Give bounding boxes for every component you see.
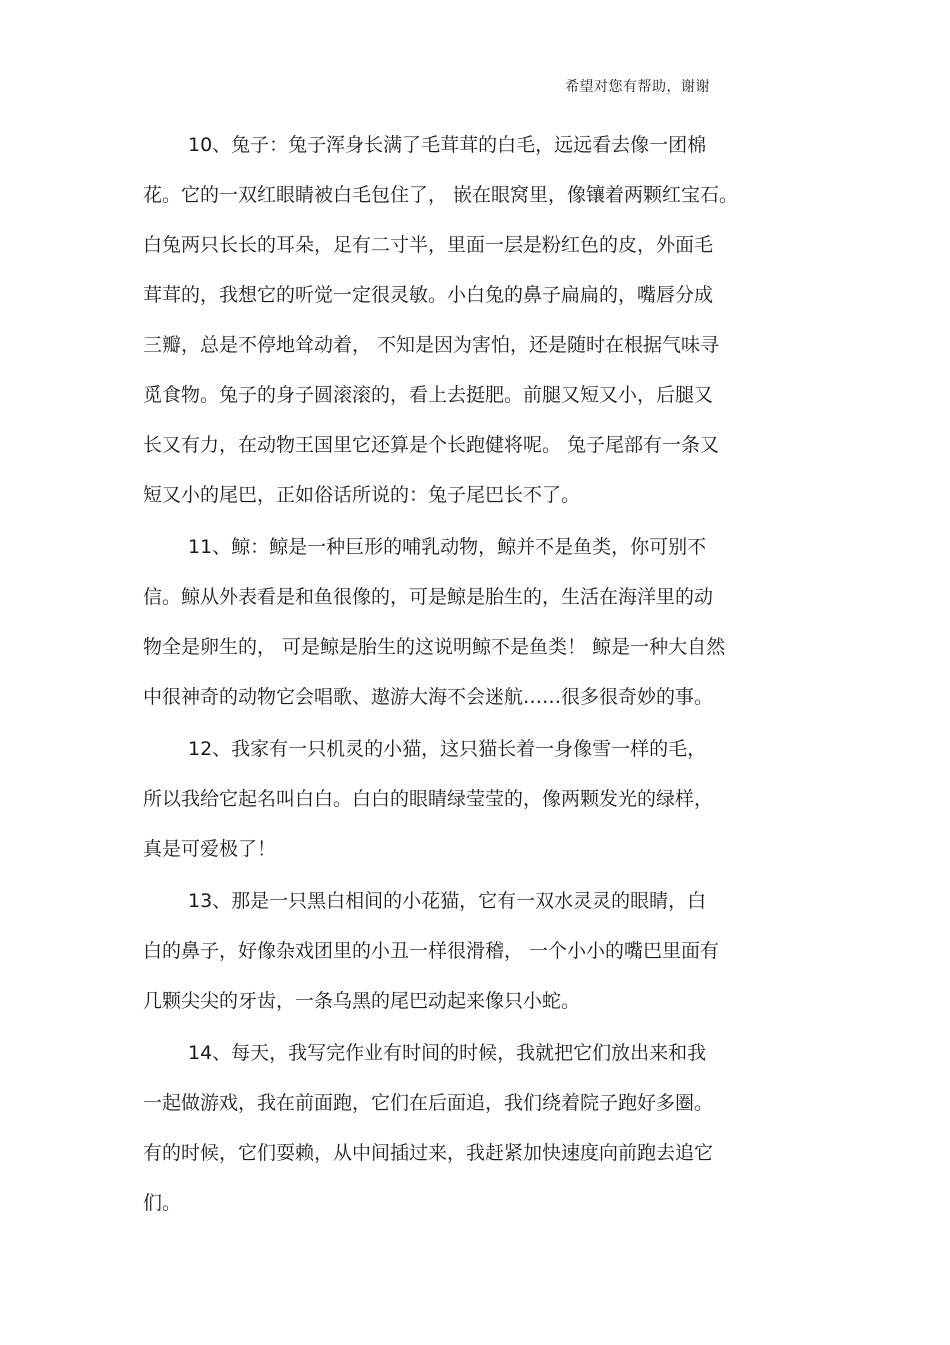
text-line: 三瓣，总是不停地耸动着， 不知是因为害怕，还是随时在根据气味寻 bbox=[143, 334, 720, 356]
text-line: 白兔两只长长的耳朵，足有二寸半，里面一层是粉红色的皮，外面毛 bbox=[143, 234, 714, 256]
text-line: 花。它的一双红眼睛被白毛包住了， 嵌在眼窝里，像镶着两颗红宝石。 bbox=[143, 184, 739, 206]
text-line: 们。 bbox=[143, 1192, 182, 1214]
paragraph-spotted-cat bbox=[143, 884, 803, 1034]
text-line: 一起做游戏，我在前面跑，它们在后面追，我们绕着院子跑好多圈。 bbox=[143, 1092, 714, 1114]
text-line: 11、鲸：鲸是一种巨形的哺乳动物，鲸并不是鱼类，你可别不 bbox=[188, 536, 707, 558]
paragraph-rabbit bbox=[143, 128, 803, 528]
text-line: 所以我给它起名叫白白。白白的眼睛绿莹莹的，像两颗发光的绿样， bbox=[143, 788, 714, 810]
text-line: 觅食物。兔子的身子圆滚滚的，看上去挺肥。前腿又短又小，后腿又 bbox=[143, 384, 714, 406]
text-line: 14、每天，我写完作业有时间的时候，我就把它们放出来和我 bbox=[188, 1042, 707, 1064]
text-line: 10、兔子：兔子浑身长满了毛茸茸的白毛，远远看去像一团棉 bbox=[188, 134, 707, 156]
paragraph-whale bbox=[143, 530, 803, 730]
text-line: 信。鲸从外表看是和鱼很像的，可是鲸是胎生的，生活在海洋里的动 bbox=[143, 586, 714, 608]
document-body bbox=[143, 128, 803, 1238]
text-line: 12、我家有一只机灵的小猫，这只猫长着一身像雪一样的毛， bbox=[188, 738, 707, 760]
text-line: 茸茸的，我想它的听觉一定很灵敏。小白兔的鼻子扁扁的，嘴唇分成 bbox=[143, 284, 714, 306]
text-line: 物全是卵生的， 可是鲸是胎生的这说明鲸不是鱼类！ 鲸是一种大自然 bbox=[143, 636, 726, 658]
paragraph-white-cat bbox=[143, 732, 803, 882]
text-line: 真是可爱极了！ bbox=[143, 838, 277, 860]
text-line: 白的鼻子，好像杂戏团里的小丑一样很滑稽， 一个小小的嘴巴里面有 bbox=[143, 940, 720, 962]
text-line: 13、那是一只黑白相间的小花猫，它有一双水灵灵的眼睛，白 bbox=[188, 890, 707, 912]
header-note: 希望对您有帮助，谢谢 bbox=[565, 79, 710, 95]
text-line: 几颗尖尖的牙齿，一条乌黑的尾巴动起来像只小蛇。 bbox=[143, 990, 581, 1012]
text-line: 中很神奇的动物它会唱歌、遨游大海不会迷航……很多很奇妙的事。 bbox=[143, 686, 714, 708]
text-line: 有的时候，它们耍赖，从中间插过来，我赶紧加快速度向前跑去追它 bbox=[143, 1142, 714, 1164]
text-line: 短又小的尾巴，正如俗话所说的：兔子尾巴长不了。 bbox=[143, 484, 581, 506]
text-line: 长又有力，在动物王国里它还算是个长跑健将呢。 兔子尾部有一条又 bbox=[143, 434, 720, 456]
paragraph-playing bbox=[143, 1036, 803, 1236]
